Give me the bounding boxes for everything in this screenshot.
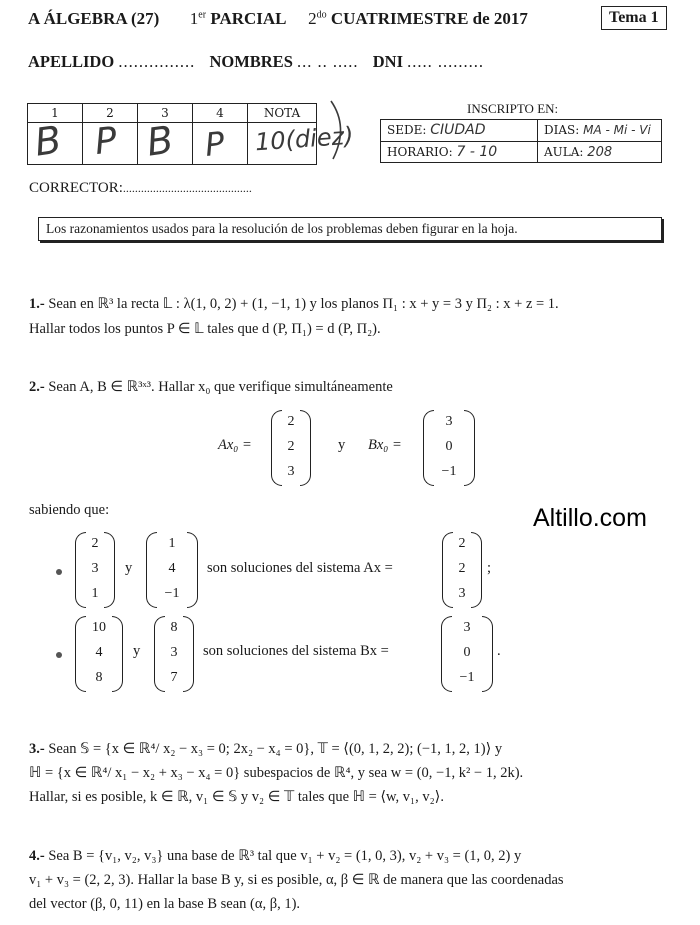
notice-text: Los razonamientos usados para la resolución de los problemas deben figurar en la hoja. bbox=[46, 221, 518, 236]
b1-and-word: y bbox=[125, 560, 133, 576]
sede-cell[interactable] bbox=[380, 119, 538, 142]
problem-2-intro bbox=[29, 376, 393, 399]
vector-bx0 bbox=[423, 410, 475, 486]
problem-3-text-1: Sean 𝕊 = {x ∈ ℝ⁴/ x₂ − x₃ = 0; 2x₂ − x₄ = 0}, 𝕋 = ⟨(0, 1, 2, 2); (−1, 1, 2, 1)⟩ y bbox=[48, 741, 503, 757]
b2-vector-2-entry-2: 3 bbox=[170, 645, 178, 660]
dias-cell[interactable] bbox=[537, 119, 662, 142]
grade-mark-3: B bbox=[144, 117, 177, 165]
student-fields bbox=[28, 52, 484, 72]
b1-vector-2-entry-3: −1 bbox=[164, 586, 180, 601]
problem-1-text-2: Hallar todos los puntos P ∈ 𝕃 tales que d (P, Π₁) = d (P, Π₂). bbox=[29, 321, 381, 338]
horario-cell[interactable] bbox=[380, 141, 538, 163]
problem-1 bbox=[29, 293, 679, 341]
grade-nota-value: 10(diez) bbox=[254, 121, 355, 157]
problem-3-number: 3.- bbox=[29, 741, 45, 757]
b1-vector-1-entry-1: 2 bbox=[91, 536, 99, 551]
problem-4-line-2 bbox=[29, 868, 679, 892]
grade-mark-2: P bbox=[92, 119, 119, 164]
problem-3 bbox=[29, 737, 679, 809]
problem-1-text-1: Sean en ℝ³ la recta 𝕃 : λ(1, 0, 2) + (1, −1, 1) y los planos Π₁ : x + y = 3 y Π₂ : x + z = 1. bbox=[48, 296, 559, 312]
b2-vector-2-entry-1: 8 bbox=[170, 620, 178, 635]
b2-end: . bbox=[497, 643, 501, 659]
aula-cell[interactable] bbox=[537, 141, 662, 163]
cuatri-num: 2 bbox=[308, 9, 317, 28]
problem-4 bbox=[29, 844, 679, 916]
vector-bx0-entry-3: −1 bbox=[441, 464, 457, 479]
grade-header-nota-text: NOTA bbox=[263, 106, 301, 120]
problem-4-line-3 bbox=[29, 892, 679, 916]
b2-vector-1-entry-3: 8 bbox=[95, 670, 103, 685]
problem-3-line-3 bbox=[29, 785, 679, 809]
grade-mark-4: P bbox=[203, 124, 227, 164]
vector-bx0-entry-2: 0 bbox=[445, 439, 453, 454]
grade-header-4 bbox=[192, 103, 248, 123]
parcial-num: 1 bbox=[189, 9, 199, 28]
b1-rhs-entry-2: 2 bbox=[458, 561, 466, 576]
parcial-sup: er bbox=[198, 9, 207, 21]
b2-rhs-vector bbox=[441, 616, 493, 692]
b2-vector-2-entry-3: 7 bbox=[170, 670, 178, 685]
corrector-label: CORRECTOR: bbox=[29, 180, 123, 196]
bullet-2-icon bbox=[56, 652, 62, 658]
b1-vector-1-entry-3: 1 bbox=[91, 586, 99, 601]
exam-header bbox=[28, 9, 528, 29]
inscripto-table bbox=[380, 119, 662, 163]
ax0-label: Ax₀ = bbox=[218, 437, 252, 453]
nombres-label: NOMBRES bbox=[209, 52, 293, 71]
problem-1-line-2 bbox=[29, 318, 679, 341]
dias-label: DIAS: bbox=[544, 123, 580, 137]
nombres-dots[interactable]: ... .. ..... bbox=[297, 52, 359, 71]
problem-2-number: 2.- bbox=[29, 379, 45, 395]
horario-label: HORARIO: bbox=[387, 145, 453, 159]
cuatri-rest: CUATRIMESTRE de 2017 bbox=[330, 9, 528, 28]
b2-and-word: y bbox=[133, 643, 141, 659]
b2-vector-2 bbox=[154, 616, 194, 692]
problem-4-line-1 bbox=[29, 844, 679, 868]
problem-4-text-1: Sea B = {v₁, v₂, v₃} una base de ℝ³ tal que v₁ + v₂ = (1, 0, 3), v₂ + v₃ = (1, 0, 2) y bbox=[48, 848, 522, 864]
problem-4-text-3: del vector (β, 0, 11) en la base B sean (α, β, 1). bbox=[29, 896, 301, 912]
grade-header-3-text: 3 bbox=[161, 106, 169, 120]
sabiendo-text: sabiendo que: bbox=[29, 502, 110, 518]
b1-vector-1-entry-2: 3 bbox=[91, 561, 99, 576]
dni-label: DNI bbox=[372, 52, 404, 71]
grade-header-1-text: 1 bbox=[51, 106, 59, 120]
b1-vector-2-entry-2: 4 bbox=[168, 561, 176, 576]
b1-vector-1 bbox=[75, 532, 115, 608]
b1-vector-2-entry-1: 1 bbox=[168, 536, 176, 551]
b1-end: ; bbox=[487, 560, 492, 576]
dias-value: MA - Mi - Vi bbox=[583, 123, 651, 137]
vector-ax0-entry-1: 2 bbox=[287, 414, 295, 429]
aula-label: AULA: bbox=[544, 145, 584, 159]
vector-bx0-entry-1: 3 bbox=[445, 414, 453, 429]
notice-box bbox=[38, 217, 662, 241]
grade-header-nota bbox=[247, 103, 317, 123]
apellido-label: APELLIDO bbox=[28, 52, 115, 71]
bx0-label: Bx₀ = bbox=[368, 437, 402, 453]
corrector-dots[interactable]: ........................................... bbox=[122, 181, 252, 195]
grade-mark-1: B bbox=[32, 117, 65, 165]
b1-rhs-entry-1: 2 bbox=[458, 536, 466, 551]
b1-text: son soluciones del sistema Ax = bbox=[207, 560, 393, 576]
problem-3-line-2 bbox=[29, 761, 679, 785]
b2-rhs-entry-2: 0 bbox=[463, 645, 471, 660]
cuatri-sup: do bbox=[316, 9, 327, 21]
tema-box bbox=[601, 6, 667, 30]
b2-vector-1 bbox=[75, 616, 123, 692]
grade-header-4-text: 4 bbox=[216, 106, 224, 120]
b2-text: son soluciones del sistema Bx = bbox=[203, 643, 389, 659]
problem-1-number: 1.- bbox=[29, 296, 45, 312]
problem-1-line-1 bbox=[29, 293, 679, 316]
b1-rhs-entry-3: 3 bbox=[458, 586, 466, 601]
vector-ax0 bbox=[271, 410, 311, 486]
problem-3-text-2: ℍ = {x ∈ ℝ⁴/ x₁ − x₂ + x₃ − x₄ = 0} subespacios de ℝ⁴, y sea w = (0, −1, k² − 1, 2k). bbox=[29, 765, 524, 781]
bullet-1-icon bbox=[56, 569, 62, 575]
problem-3-line-1 bbox=[29, 737, 679, 761]
and-word-1: y bbox=[338, 437, 346, 453]
b2-rhs-entry-3: −1 bbox=[459, 670, 475, 685]
grades-table bbox=[27, 103, 355, 165]
apellido-dots[interactable]: ............... bbox=[118, 52, 196, 71]
problem-3-text-3: Hallar, si es posible, k ∈ ℝ, v₁ ∈ 𝕊 y v₂ ∈ 𝕋 tales que ℍ = ⟨w, v₁, v₂⟩. bbox=[29, 789, 444, 805]
vector-ax0-entry-2: 2 bbox=[287, 439, 295, 454]
sede-label: SEDE: bbox=[387, 123, 427, 137]
b2-vector-1-entry-1: 10 bbox=[92, 620, 106, 635]
problem-4-number: 4.- bbox=[29, 848, 45, 864]
problem-4-text-2: v₁ + v₃ = (2, 2, 3). Hallar la base B y, si es posible, α, β ∈ ℝ de manera que las coordenadas bbox=[29, 872, 564, 888]
inscripto-title: INSCRIPTO EN: bbox=[467, 101, 559, 116]
course-title: A ÁLGEBRA (27) bbox=[28, 9, 160, 28]
parcial-word: PARCIAL bbox=[210, 9, 286, 28]
vector-ax0-entry-3: 3 bbox=[287, 464, 295, 479]
b1-rhs-vector bbox=[442, 532, 482, 608]
b2-vector-1-entry-2: 4 bbox=[95, 645, 103, 660]
aula-value: 208 bbox=[587, 145, 613, 160]
sede-value: CIUDAD bbox=[430, 122, 486, 138]
tema-label: Tema 1 bbox=[609, 9, 659, 26]
nota-parenthesis-icon bbox=[327, 97, 353, 163]
horario-value: 7 - 10 bbox=[456, 144, 498, 160]
dni-dots[interactable]: ..... ......... bbox=[407, 52, 485, 71]
corrector-line bbox=[29, 180, 252, 197]
problem-2-text-1: Sean A, B ∈ ℝ³ˣ³. Hallar x₀ que verifique simultáneamente bbox=[48, 379, 393, 395]
b2-rhs-entry-1: 3 bbox=[463, 620, 471, 635]
watermark: Altillo.com bbox=[533, 504, 647, 532]
b1-vector-2 bbox=[146, 532, 198, 608]
grade-header-2-text: 2 bbox=[106, 106, 114, 120]
